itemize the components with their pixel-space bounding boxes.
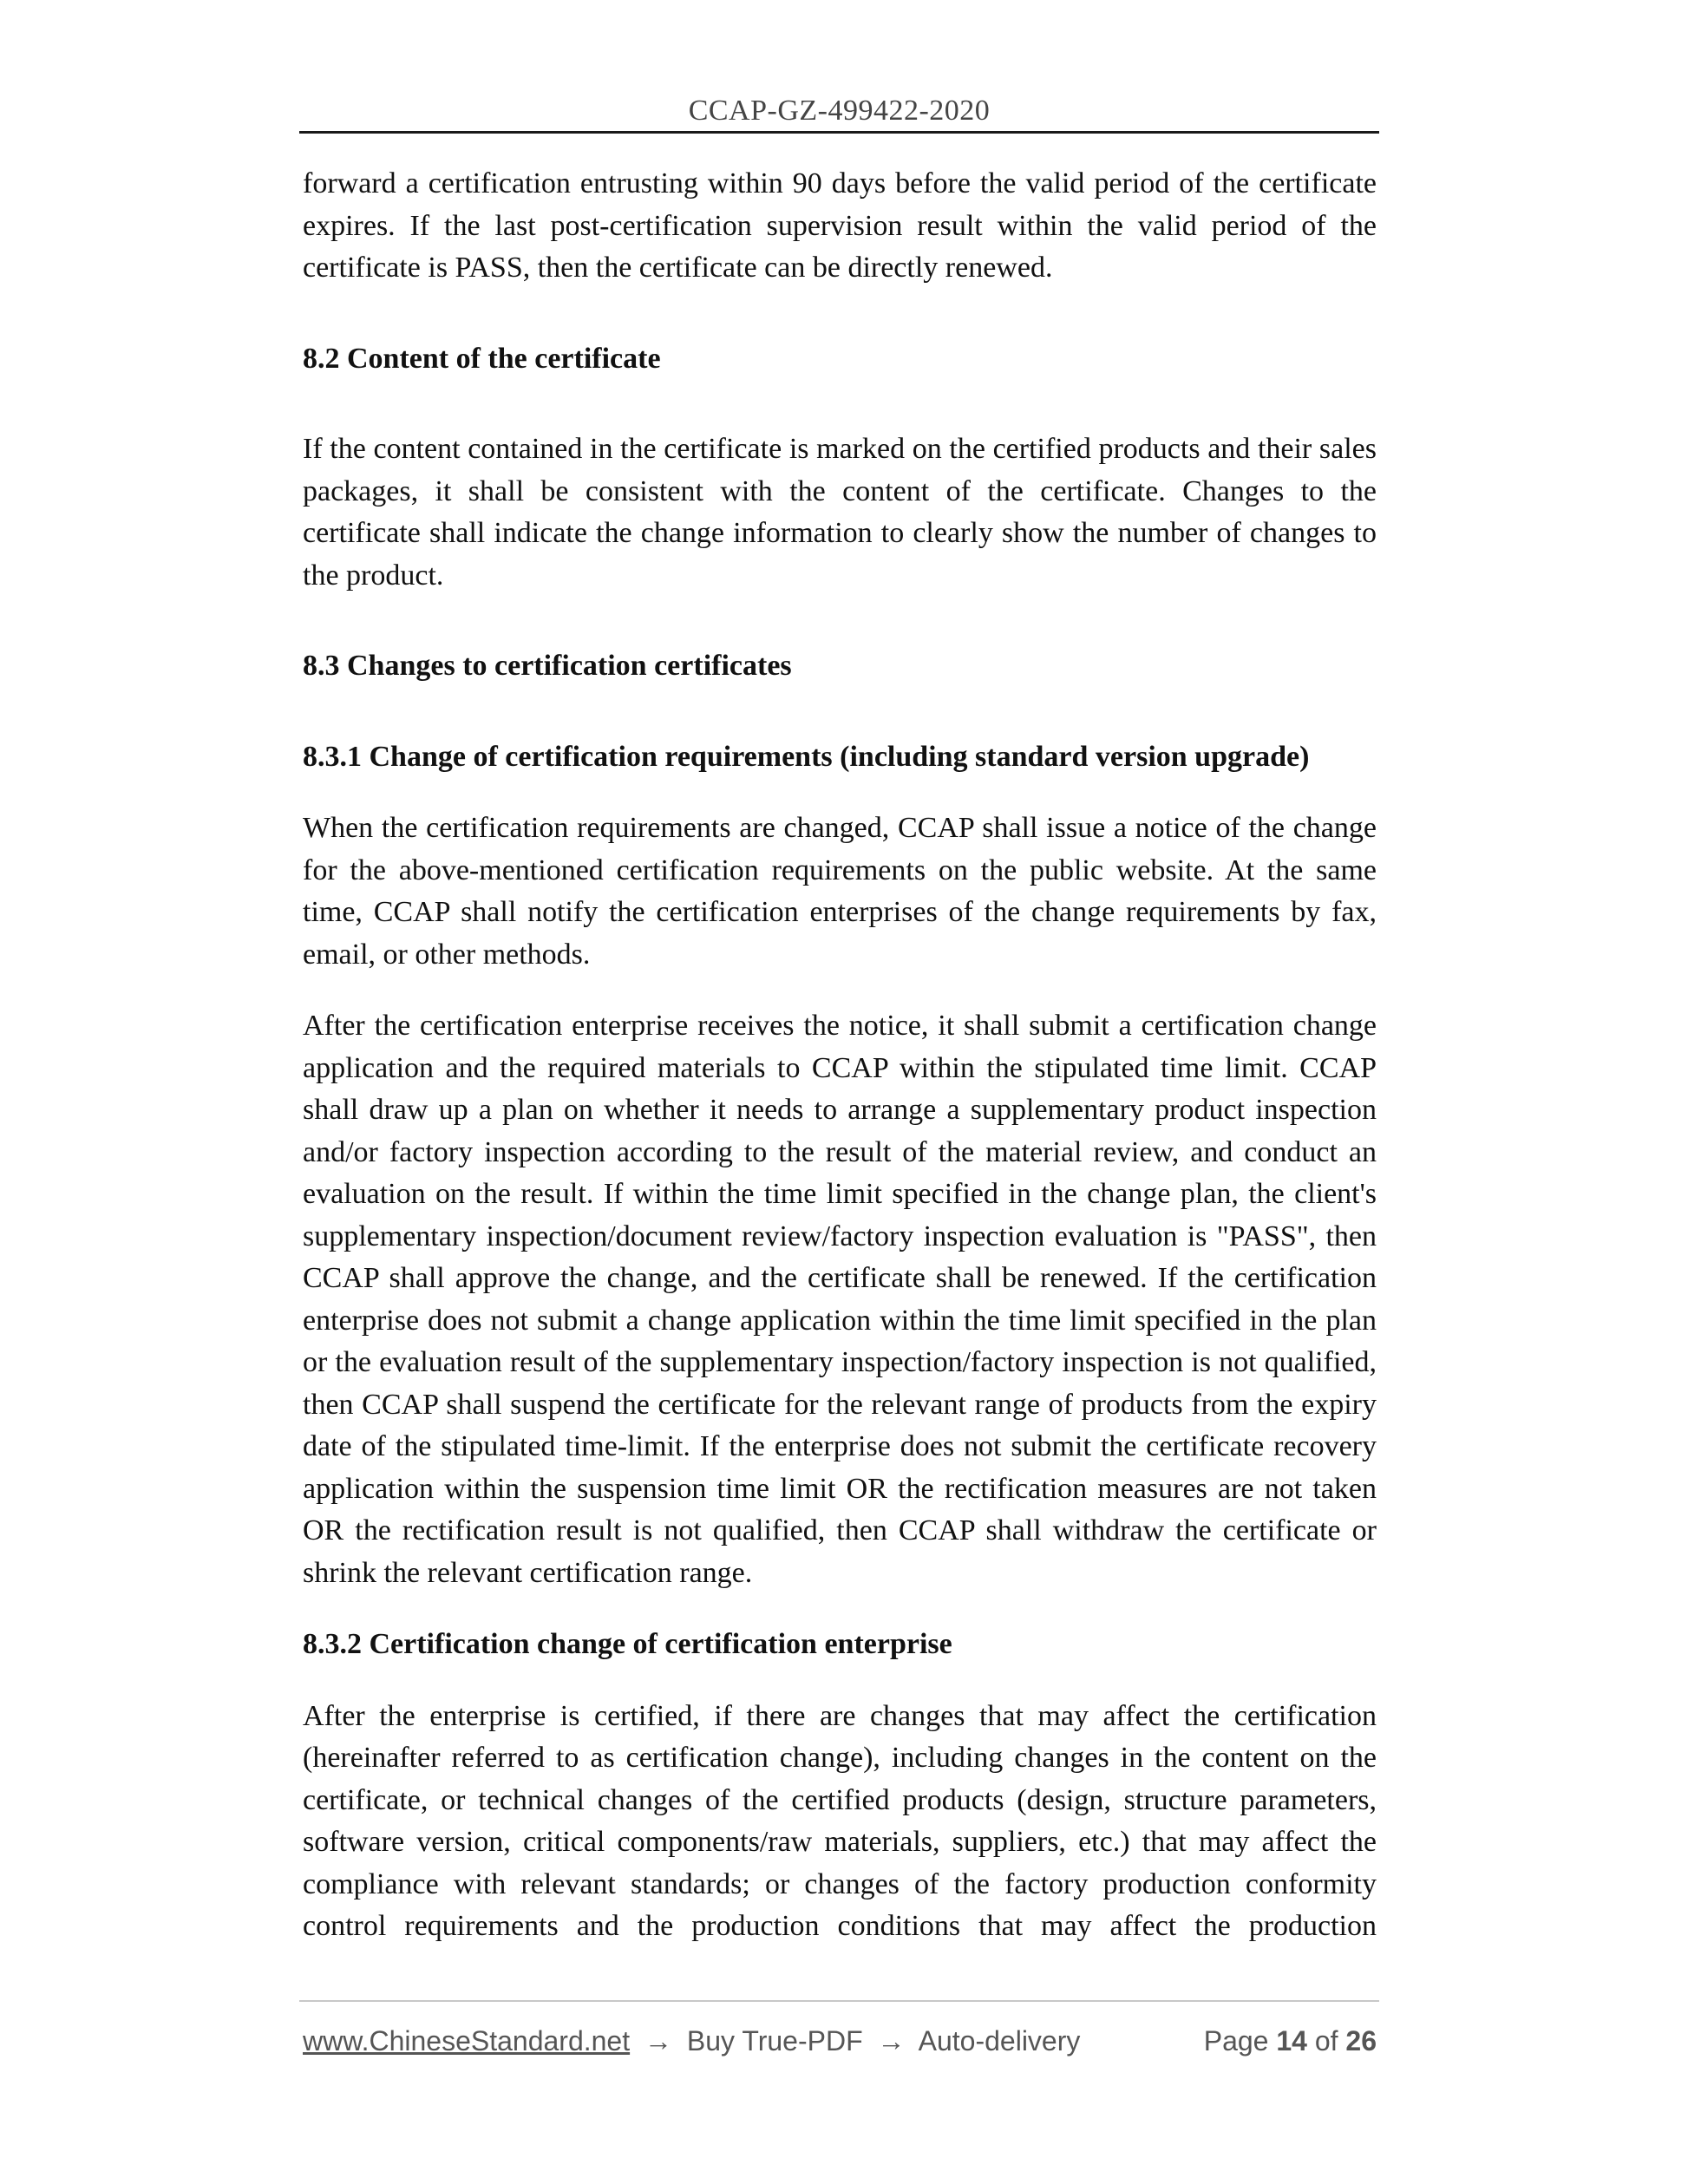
section-8-3-heading: 8.3 Changes to certification certificates <box>303 650 792 682</box>
section-8-3-1-paragraph-2: After the certification enterprise receives the notice, it shall submit a certification change application and the required materials to CCAP within the stipulated time limit. CCAP shall draw up a plan on whether it needs to arrange a supplementary product inspection and/or factory inspection according to the result of the material review, and conduct an evaluation on the result. If within the time limit specified in the change plan, the client's supplementary inspection/document review/factory inspection evaluation is "PASS", then CCAP shall approve the change, and the certificate shall be renewed. If the certification enterprise does not submit a change application within the time limit specified in the plan or the evaluation result of the supplementary inspection/factory inspection is not qualified, then CCAP shall suspend the certificate for the relevant range of products from the expiry date of the stipulated time-limit. If the enterprise does not submit the certificate recovery application within the suspension time limit OR the rectification measures are not taken OR the rectification result is not qualified, then CCAP shall withdraw the certificate or shrink the relevant certification range. <box>303 1010 1377 1589</box>
footer-promo <box>303 2022 1080 2060</box>
section-8-3-1-heading: 8.3.1 Change of certification requirements (including standard version upgrade) <box>303 740 1310 773</box>
section-8-3-2-paragraph: After the enterprise is certified, if there are changes that may affect the certification (hereinafter referred to as certification change), including changes in the content on the certificate, or technical changes of the certified products (design, structure parameters, software version, critical components/raw materials, suppliers, etc.) that may affect the compliance with relevant standards; or changes of the factory production conformity control requirements and the production conditions that may affect the production <box>303 1699 1377 1942</box>
section-8-3-1-paragraph-1: When the certification requirements are changed, CCAP shall issue a notice of the change for the above-mentioned certification requirements on the public website. At the same time, CCAP shall notify the certification enterprises of the change requirements by fax, email, or other methods. <box>303 812 1377 971</box>
page-word: Page <box>1203 2025 1269 2056</box>
current-page-number: 14 <box>1276 2025 1307 2056</box>
section-8-3-2-heading: 8.3.2 Certification change of certification enterprise <box>303 1628 952 1660</box>
arrow-right-icon: → <box>644 2025 672 2056</box>
website-link[interactable]: www.ChineseStandard.net <box>303 2025 631 2056</box>
arrow-right-icon: → <box>877 2025 906 2056</box>
of-word: of <box>1314 2025 1338 2056</box>
buy-true-pdf-label: Buy True-PDF <box>686 2025 863 2056</box>
document-code-header: CCAP-GZ-499422-2020 <box>688 95 991 127</box>
total-page-count: 26 <box>1345 2025 1377 2056</box>
page-footer <box>303 2022 1377 2060</box>
section-8-2-heading: 8.2 Content of the certificate <box>303 342 661 375</box>
auto-delivery-label: Auto-delivery <box>918 2025 1081 2056</box>
header-divider <box>299 131 1379 134</box>
intro-paragraph: forward a certification entrusting within 90 days before the valid period of the certificate expires. If the last post-certification supervision result within the valid period of the certificate is PASS, then the certificate can be directly renewed. <box>303 167 1377 284</box>
page-number-indicator <box>1204 2022 1377 2060</box>
footer-divider <box>299 2000 1379 2002</box>
section-8-2-paragraph: If the content contained in the certificate is marked on the certified products and their sales packages, it shall be consistent with the content of the certificate. Changes to the certificate shall indicate the change information to clearly show the number of changes to the product. <box>303 433 1377 592</box>
page-body <box>303 163 1377 1948</box>
